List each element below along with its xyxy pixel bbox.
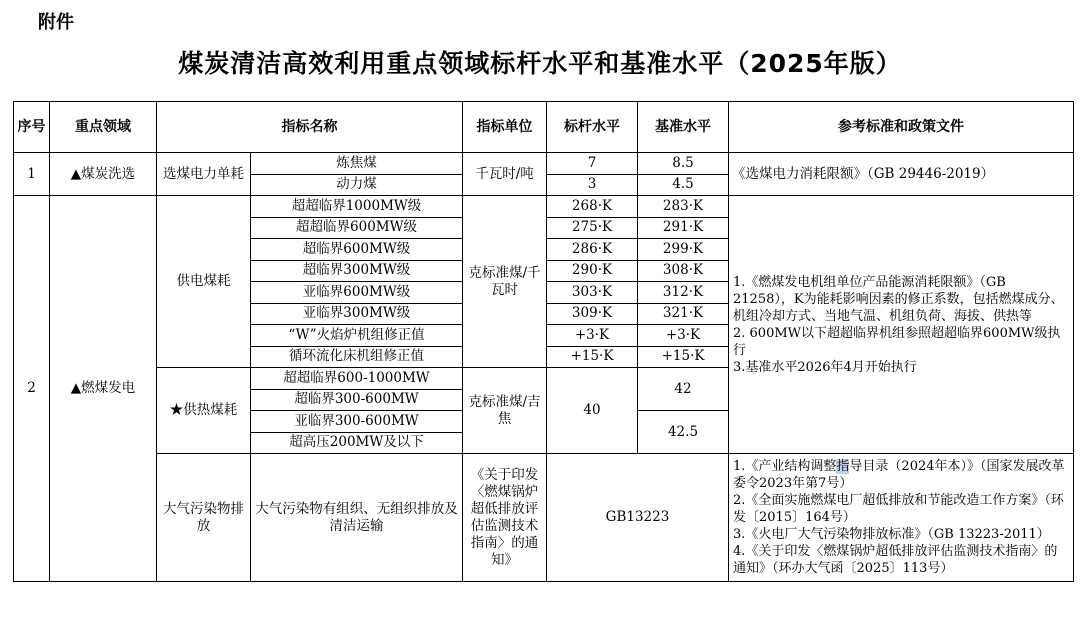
power-item-bench: 309·K	[547, 303, 638, 325]
power-item-name: 超超临界600MW级	[251, 217, 463, 239]
row1-unit: 千瓦时/吨	[463, 153, 547, 196]
heat-item-name: 超临界300-600MW	[251, 389, 463, 411]
power-item-bench: 290·K	[547, 260, 638, 282]
air-ref	[729, 454, 1074, 582]
col-no: 序号	[14, 102, 50, 153]
air-name: 大气污染物有组织、无组织排放及清洁运输	[251, 454, 463, 582]
power-item-name: 亚临界300MW级	[251, 303, 463, 325]
header-row	[14, 102, 1074, 153]
row2-no: 2	[14, 196, 50, 582]
air-group: 大气污染物排放	[157, 454, 251, 582]
power-item-name: “W”火焰炉机组修正值	[251, 325, 463, 347]
power-item-base: 299·K	[638, 239, 729, 261]
highlighted-char: 指	[836, 459, 850, 474]
col-benchmark: 标杆水平	[547, 102, 638, 153]
col-reference: 参考标准和政策文件	[729, 102, 1074, 153]
heat-item-name: 超超临界600-1000MW	[251, 368, 463, 390]
heat-item-name: 超高压200MW及以下	[251, 432, 463, 454]
power-item-base: 312·K	[638, 282, 729, 304]
standards-table	[13, 101, 1074, 582]
heat-base-a: 42	[638, 368, 729, 411]
heat-base-b: 42.5	[638, 411, 729, 454]
power-item-name: 超临界300MW级	[251, 260, 463, 282]
table-row	[14, 454, 1074, 582]
power-item-base: 321·K	[638, 303, 729, 325]
power-item-base: 283·K	[638, 196, 729, 218]
document-title: 煤炭清洁高效利用重点领域标杆水平和基准水平（2025年版）	[178, 49, 902, 78]
ref-line: 4.《关于印发〈燃煤锅炉超低排放评估监测技术指南〉的通知》（环办大气函〔2025〕113号）	[733, 544, 1058, 576]
table-row	[14, 153, 1074, 175]
power-item-bench: 286·K	[547, 239, 638, 261]
ref-line: 2.《全面实施燃煤电厂超低排放和节能改造工作方案》（环发〔2015〕164号）	[733, 493, 1064, 525]
row2-field: ▲燃煤发电	[50, 196, 157, 582]
power-item-bench: 275·K	[547, 217, 638, 239]
row1-item-bench: 7	[547, 153, 638, 175]
table-row	[14, 196, 1074, 218]
ref-line: 1.《燃煤发电机组单位产品能源消耗限额》（GB 21258），K为能耗影响因素的修正系数，包括燃煤成分、机组冷却方式、当地气温、机组负荷、海拔、供热等	[733, 274, 1064, 324]
col-unit: 指标单位	[463, 102, 547, 153]
power-item-bench: +15·K	[547, 346, 638, 368]
ref-line: 2. 600MW以下超超临界机组参照超超临界600MW级执行	[733, 325, 1061, 358]
heat-item-name: 亚临界300-600MW	[251, 411, 463, 433]
row2-ref-main	[729, 196, 1074, 454]
row1-item-base: 4.5	[638, 174, 729, 196]
power-unit: 克标准煤/千瓦时	[463, 196, 547, 368]
row1-no: 1	[14, 153, 50, 196]
col-indicator: 指标名称	[157, 102, 463, 153]
air-bench-base: GB13223	[547, 454, 729, 582]
heat-bench: 40	[547, 368, 638, 454]
power-item-base: 308·K	[638, 260, 729, 282]
power-item-name: 亚临界600MW级	[251, 282, 463, 304]
power-item-name: 超临界600MW级	[251, 239, 463, 261]
ref-line: 3.《火电厂大气污染物排放标准》（GB 13223-2011）	[733, 527, 1050, 542]
row1-item-bench: 3	[547, 174, 638, 196]
col-baseline: 基准水平	[638, 102, 729, 153]
attachment-label: 附件	[38, 12, 74, 33]
power-group: 供电煤耗	[157, 196, 251, 368]
heat-unit: 克标准煤/吉焦	[463, 368, 547, 454]
row1-item-base: 8.5	[638, 153, 729, 175]
row1-ref: 《选煤电力消耗限额》（GB 29446-2019）	[729, 153, 1074, 196]
row1-item-name: 动力煤	[251, 174, 463, 196]
power-item-name: 循环流化床机组修正值	[251, 346, 463, 368]
heat-group: ★供热煤耗	[157, 368, 251, 454]
air-unit: 《关于印发〈燃煤锅炉超低排放评估监测技术指南〉的通知》	[463, 454, 547, 582]
power-item-bench: 303·K	[547, 282, 638, 304]
row1-field: ▲煤炭洗选	[50, 153, 157, 196]
power-item-base: +15·K	[638, 346, 729, 368]
col-field: 重点领域	[50, 102, 157, 153]
power-item-bench: 268·K	[547, 196, 638, 218]
power-item-base: 291·K	[638, 217, 729, 239]
row1-group: 选煤电力单耗	[157, 153, 251, 196]
ref-line: 3.基准水平2026年4月开始执行	[733, 359, 917, 375]
power-item-bench: +3·K	[547, 325, 638, 347]
power-item-name: 超超临界1000MW级	[251, 196, 463, 218]
row1-item-name: 炼焦煤	[251, 153, 463, 175]
ref-line: 1.《产业结构调整指导目录（2024年本）》（国家发展改革委令2023年第7号）	[733, 459, 1065, 491]
power-item-base: +3·K	[638, 325, 729, 347]
